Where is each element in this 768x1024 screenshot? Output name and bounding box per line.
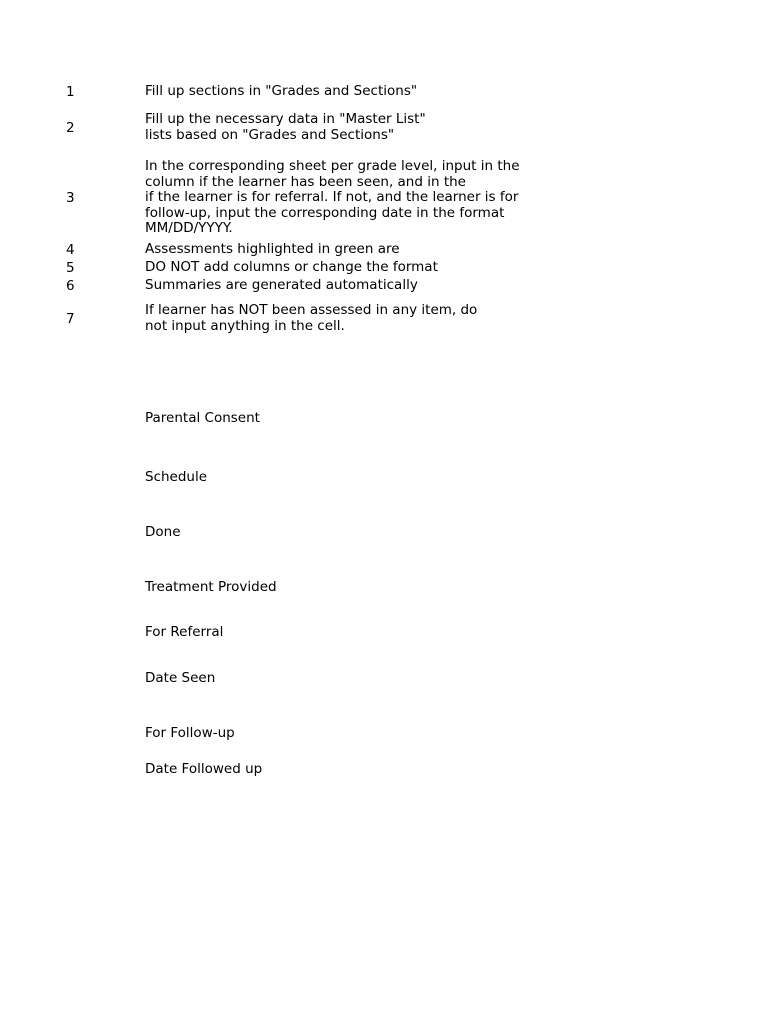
instruction-text-4 (145, 241, 400, 258)
instruction-text-3 (145, 158, 520, 237)
instruction-3-line-1: In the corresponding sheet per grade level, input in the (145, 158, 520, 174)
instruction-text-1 (145, 83, 418, 100)
instruction-number-1: 1 (66, 84, 75, 100)
instruction-text-7 (145, 302, 478, 334)
instruction-7-line-2: not input anything in the cell. (145, 317, 345, 334)
instruction-number-6: 6 (66, 278, 75, 294)
instruction-number-7: 7 (66, 311, 75, 327)
instruction-3-line-3: if the learner is for referral. If not, and the learner is for (145, 189, 519, 205)
legend-for-follow-up: For Follow-up (145, 725, 235, 741)
legend-date-followed-up: Date Followed up (145, 761, 263, 777)
instruction-3-line-5: MM/DD/YYYY. (145, 220, 233, 236)
legend-schedule: Schedule (145, 469, 208, 485)
instruction-1-line-1: Fill up sections in "Grades and Sections" (145, 83, 418, 99)
instruction-2-line-1: Fill up the necessary data in "Master List" (145, 111, 426, 127)
legend-for-referral: For Referral (145, 624, 224, 640)
instruction-2-line-2: lists based on "Grades and Sections" (145, 126, 395, 143)
instruction-text-2 (145, 111, 426, 143)
legend-done: Done (145, 524, 181, 540)
instruction-6-line-1: Summaries are generated automatically (145, 277, 418, 293)
instruction-5-line-1: DO NOT add columns or change the format (145, 259, 438, 275)
instruction-number-5: 5 (66, 260, 75, 276)
instruction-text-6 (145, 277, 418, 294)
legend-treatment-provided: Treatment Provided (145, 579, 277, 595)
instruction-number-3: 3 (66, 190, 75, 206)
instruction-number-2: 2 (66, 120, 75, 136)
legend-date-seen: Date Seen (145, 670, 216, 686)
instruction-4-line-1: Assessments highlighted in green are (145, 241, 400, 257)
instruction-3-line-4: follow-up, input the corresponding date in the format (145, 204, 505, 221)
legend-parental-consent: Parental Consent (145, 410, 260, 426)
instruction-number-4: 4 (66, 242, 75, 258)
instruction-text-5 (145, 259, 438, 276)
instruction-3-line-2: column if the learner has been seen, and in the (145, 173, 466, 190)
instruction-7-line-1: If learner has NOT been assessed in any item, do (145, 302, 478, 318)
